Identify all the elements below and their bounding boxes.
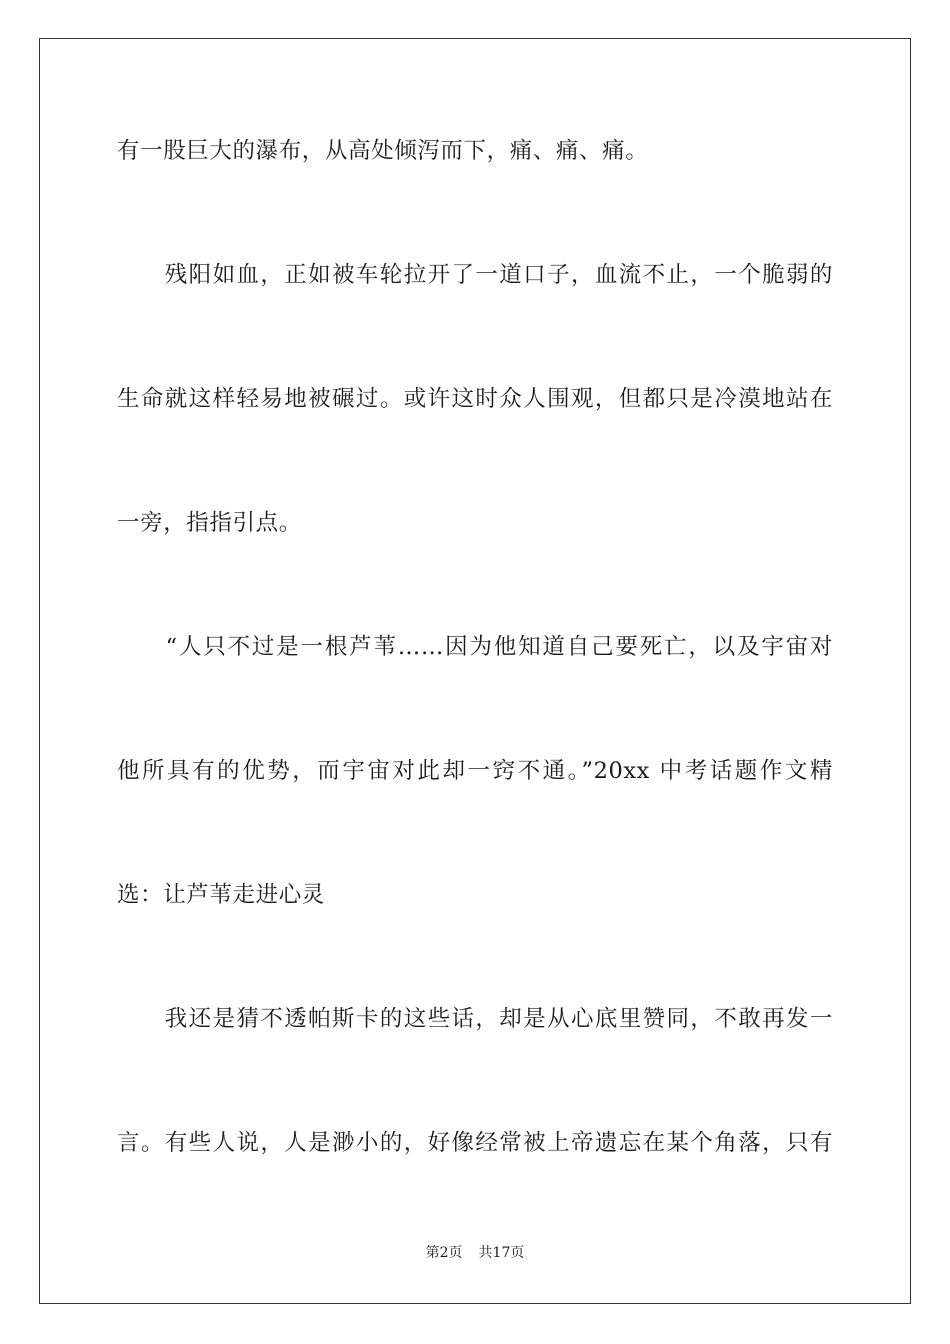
text-line: 一旁，指指引点。 <box>117 510 302 536</box>
page-total: 共17页 <box>478 1245 525 1261</box>
text-line: 我还是猜不透帕斯卡的这些话，却是从心底里赞同，不敢再发一 <box>117 1006 833 1032</box>
text-line: 生命就这样轻易地被碾过。或许这时众人围观，但都只是冷漠地站在 <box>117 386 833 412</box>
text-line: 选：让芦苇走进心灵 <box>117 882 325 908</box>
text-line: 有一股巨大的瀑布，从高处倾泻而下，痛、痛、痛。 <box>117 138 649 164</box>
page-number: 第2页 <box>425 1245 463 1261</box>
page-border <box>39 38 911 1304</box>
text-line: 他所具有的优势，而宇宙对此却一窍不通。”20xx 中考话题作文精 <box>117 758 833 784</box>
text-line: “人只不过是一根芦苇……因为他知道自己要死亡，以及宇宙对 <box>117 634 833 660</box>
page-footer <box>0 1244 950 1262</box>
text-line: 残阳如血，正如被车轮拉开了一道口子，血流不止，一个脆弱的 <box>117 262 833 288</box>
text-line: 言。有些人说，人是渺小的，好像经常被上帝遗忘在某个角落，只有 <box>117 1130 833 1156</box>
